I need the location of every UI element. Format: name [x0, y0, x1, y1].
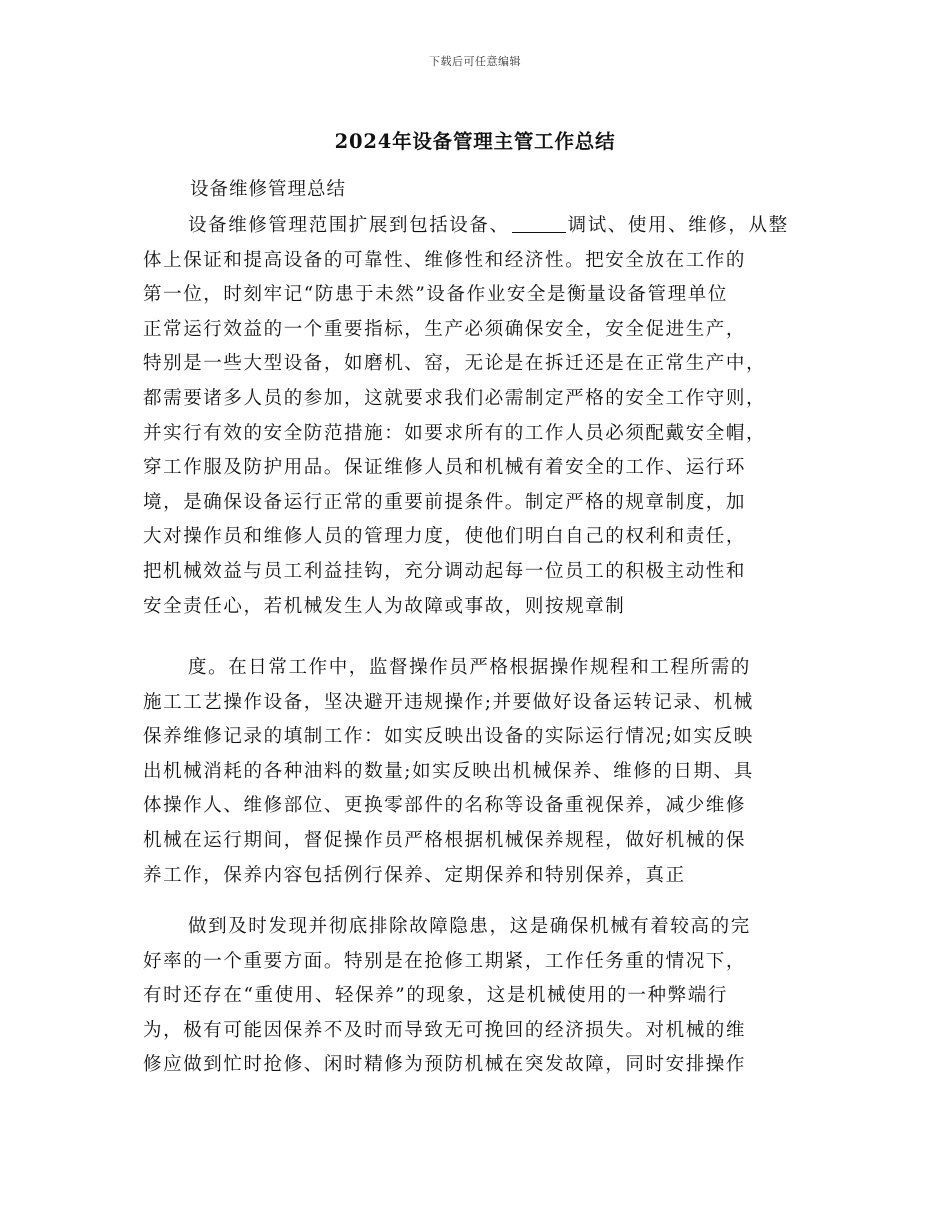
document-title: 2024年设备管理主管工作总结 — [334, 130, 616, 153]
text-line: 做到及时发现并彻底排除故障隐患，这是确保机械有着较高的完 — [188, 916, 751, 937]
text-line: 好率的一个重要方面。特别是在抢修工期紧，工作任务重的情况下， — [143, 950, 747, 972]
text-line: 为，极有可能因保养不及时而导致无可挽回的经济损失。对机械的维 — [143, 1019, 747, 1041]
text-line: 修应做到忙时抢修、闲时精修为预防机械在突发故障，同时安排操作 — [143, 1054, 747, 1076]
body-paragraph-1 — [143, 209, 819, 624]
text-line: 体上保证和提高设备的可靠性、维修性和经济性。把安全放在工作的 — [143, 249, 747, 271]
text-line: 把机械效益与员工利益挂钩，充分调动起每一位员工的积极主动性和 — [143, 560, 747, 582]
text-line: 设备维修管理范围扩展到包括设备、 调试、使用、维修，从整 — [188, 215, 789, 236]
text-line: 特别是一些大型设备，如磨机、窑，无论是在拆迁还是在正常生产中， — [143, 353, 767, 375]
text-line: 安全责任心，若机械发生人为故障或事故，则按规章制 — [143, 595, 626, 617]
text-line: 施工工艺操作设备，坚决避开违规操作;并要做好设备运转记录、机械 — [143, 691, 754, 713]
text-line: 保养维修记录的填制工作：如实反映出设备的实际运行情况;如实反映 — [143, 726, 754, 748]
header-note: 下载后可任意编辑 — [429, 55, 521, 68]
body-paragraph-3 — [143, 910, 819, 1083]
text-line: 体操作人、维修部位、更换零部件的名称等设备重视保养，减少维修 — [143, 795, 747, 817]
text-line: 大对操作员和维修人员的管理力度，使他们明白自己的权利和责任， — [143, 526, 747, 548]
text-line: 正常运行效益的一个重要指标，生产必须确保安全，安全促进生产， — [143, 318, 747, 340]
fill-in-blank — [512, 216, 566, 233]
text-line: 都需要诸多人员的参加，这就要求我们必需制定严格的安全工作守则， — [143, 387, 767, 409]
text-line: 并实行有效的安全防范措施：如要求所有的工作人员必须配戴安全帽， — [143, 422, 767, 444]
section-subheading: 设备维修管理总结 — [190, 179, 347, 200]
text-line: 养工作，保养内容包括例行保养、定期保养和特别保养，真正 — [143, 864, 686, 886]
text-line: 境，是确保设备运行正常的重要前提条件。制定严格的规章制度，加 — [143, 491, 747, 513]
text-line: 有时还存在“重使用、轻保养”的现象，这是机械使用的一种弊端行 — [143, 985, 728, 1007]
text-line: 机械在运行期间，督促操作员严格根据机械保养规程，做好机械的保 — [143, 829, 747, 851]
body-paragraph-2 — [143, 651, 819, 893]
text-line: 第一位，时刻牢记“防患于未然”设备作业安全是衡量设备管理单位 — [143, 284, 728, 306]
text-line: 度。在日常工作中，监督操作员严格根据操作规程和工程所需的 — [188, 657, 751, 678]
text-line: 穿工作服及防护用品。保证维修人员和机械有着安全的工作、运行环 — [143, 457, 747, 479]
text-line: 出机械消耗的各种油料的数量;如实反映出机械保养、维修的日期、具 — [143, 760, 754, 782]
